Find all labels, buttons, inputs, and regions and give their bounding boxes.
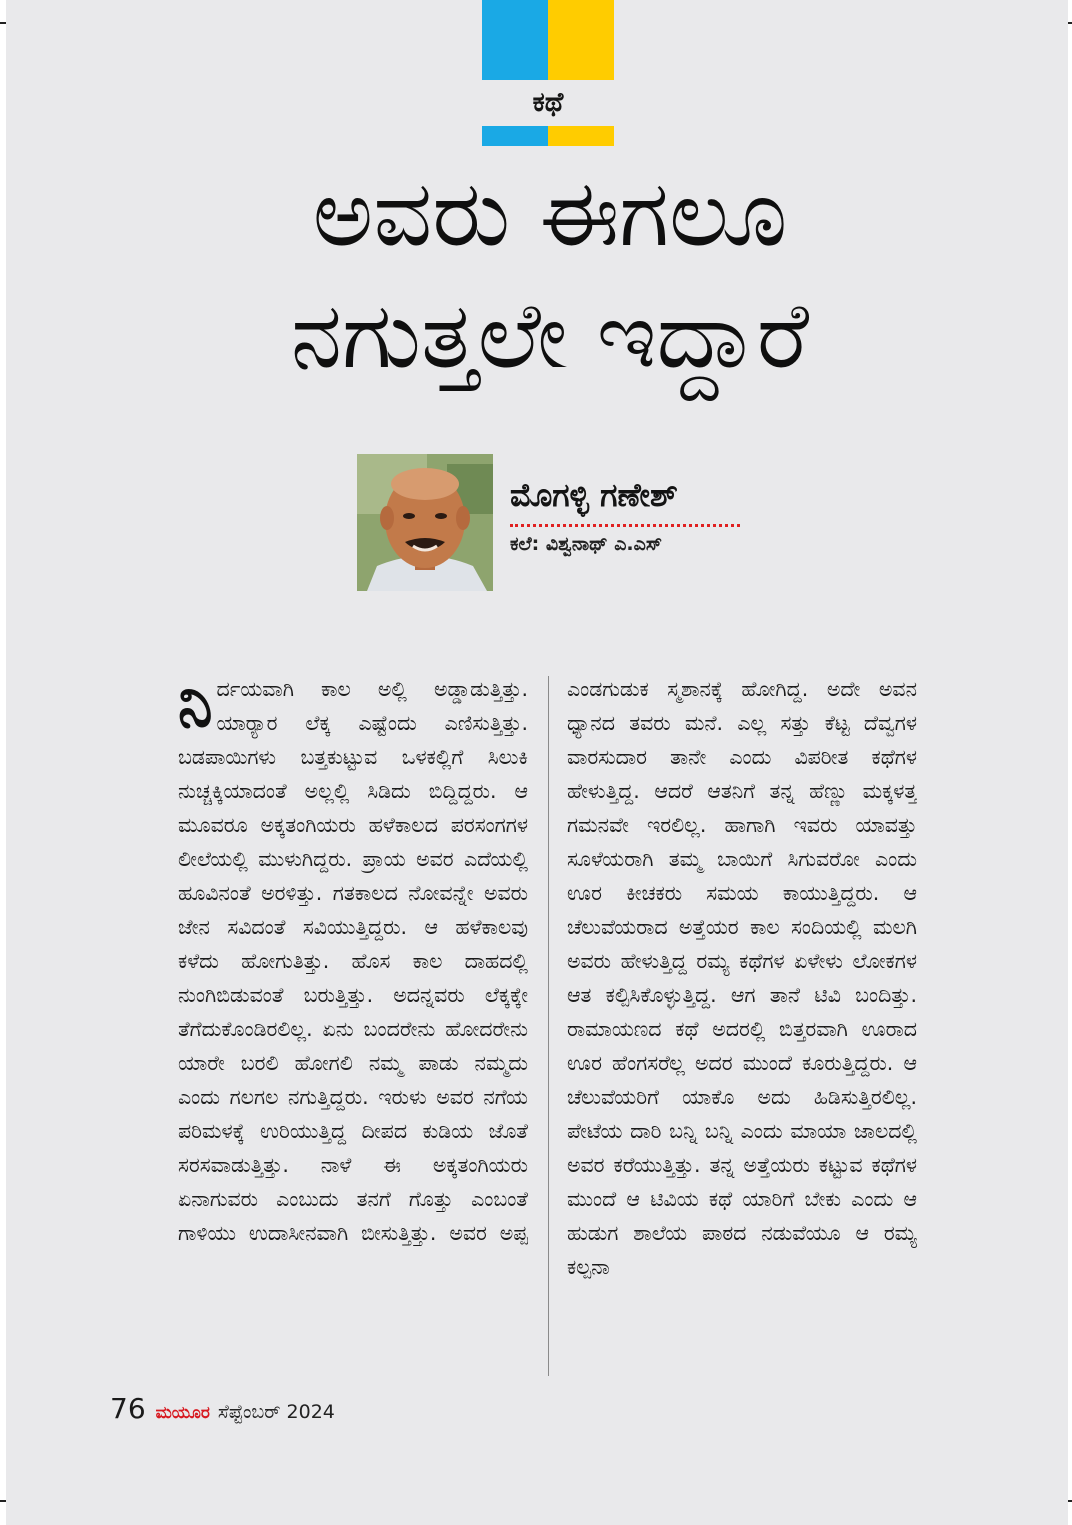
drop-cap: ನಿ xyxy=(178,672,213,741)
issue-date: ಸೆಪ್ಟೆಂಬರ್ 2024 xyxy=(217,1401,335,1423)
author-photo-illustration xyxy=(357,454,493,591)
section-label: ಕಥೆ xyxy=(532,87,564,118)
author-photo xyxy=(357,454,493,591)
page-number: 76 xyxy=(110,1392,146,1425)
illustration-credit: ಕಲೆ: ವಿಶ್ವನಾಥ್ ಎ.ಎಸ್ xyxy=(510,533,663,555)
headline-line-2: ನಗುತ್ತಲೇ ಇದ್ದಾರೆ xyxy=(290,282,810,389)
byline-dotted-rule xyxy=(510,524,740,527)
page-footer xyxy=(110,1392,510,1432)
column-divider xyxy=(548,676,549,1376)
article-text-column-1: ರ್ದಯವಾಗಿ ಕಾಲ ಅಲ್ಲಿ ಅಡ್ಡಾಡುತ್ತಿತ್ತು. ಯಾರ್‍ಯಾರ ಲೆಕ್ಕ ಎಷ್ಟೆಂದು ಎಣಿಸುತ್ತಿತ್ತು. ಬಡಪಾಯಿಗಳು ಬತ್ತಕುಟ್ಟುವ ಒಳಕಲ್ಲಿಗೆ ಸಿಲುಕಿ ನುಚ್ಚಕ್ಕಿಯಾದಂತೆ ಅಲ್ಲಲ್ಲಿ ಸಿಡಿದು ಬಿದ್ದಿದ್ದರು. ಆ ಮೂವರೂ ಅಕ್ಕತಂಗಿಯರು ಹಳೆಕಾಲದ ಪರಸಂಗಗಳ ಲೀಲೆಯಲ್ಲಿ ಮುಳುಗಿದ್ದರು. ಪ್ರಾಯ ಅವರ ಎದೆಯಲ್ಲಿ ಹೂವಿನಂತೆ ಅರಳಿತ್ತು. ಗತಕಾಲದ ನೋವನ್ನೇ ಅವರು ಜೇನ ಸವಿದಂತೆ ಸವಿಯುತ್ತಿದ್ದರು. ಆ ಹಳೆಕಾಲವು ಕಳೆದು ಹೋಗುತಿತ್ತು. ಹೊಸ ಕಾಲ ದಾಹದಲ್ಲಿ ನುಂಗಿಬಿಡುವಂತೆ ಬರುತ್ತಿತ್ತು. ಅದನ್ನವರು ಲೆಕ್ಕಕ್ಕೇ ತೆಗೆದುಕೊಂಡಿರಲಿಲ್ಲ. ಏನು ಬಂದರೇನು ಹೋದರೇನು ಯಾರೇ ಬರಲಿ ಹೋಗಲಿ ನಮ್ಮ ಪಾಡು ನಮ್ಮದು ಎಂದು ಗಲಗಲ ನಗುತ್ತಿದ್ದರು. ಇರುಳು ಅವರ ನಗೆಯ ಪರಿಮಳಕ್ಕೆ ಉರಿಯುತ್ತಿದ್ದ ದೀಪದ ಕುಡಿಯ ಜೊತೆ ಸರಸವಾಡುತ್ತಿತ್ತು. ನಾಳೆ ಈ ಅಕ್ಕತಂಗಿಯರು ಏನಾಗುವರು ಎಂಬುದು ತನಗೆ ಗೊತ್ತು ಎಂಬಂತೆ ಗಾಳಿಯು ಉದಾಸೀನವಾಗಿ ಬೀಸುತ್ತಿತ್ತು. ಅವರ ಅಪ್ಪ xyxy=(178,677,528,1245)
author-name: ಮೊಗಳ್ಳಿ ಗಣೇಶ್ xyxy=(510,476,678,514)
section-block-yellow-top xyxy=(548,0,614,80)
section-block-blue-top xyxy=(482,0,548,80)
section-block-yellow-bottom xyxy=(548,126,614,146)
magazine-logo: ಮಯೂರ xyxy=(155,1403,210,1423)
headline-line-1: ಅವರು ಈಗಲೂ xyxy=(312,160,788,267)
section-block-blue-bottom xyxy=(482,126,548,146)
article-column-2 xyxy=(567,672,917,1392)
article-text-column-2: ಎಂಡಗುಡುಕ ಸ್ಮಶಾನಕ್ಕೆ ಹೋಗಿದ್ದ. ಅದೇ ಅವನ ಧ್ಯಾನದ ತವರು ಮನೆ. ಎಲ್ಲ ಸತ್ತು ಕೆಟ್ಟ ದೆವ್ವಗಳ ವಾರಸುದಾರ ತಾನೇ ಎಂದು ವಿಪರೀತ ಕಥೆಗಳ ಹೇಳುತ್ತಿದ್ದ. ಆದರೆ ಆತನಿಗೆ ತನ್ನ ಹೆಣ್ಣು ಮಕ್ಕಳತ್ತ ಗಮನವೇ ಇರಲಿಲ್ಲ. ಹಾಗಾಗಿ ಇವರು ಯಾವತ್ತು ಸೂಳೆಯರಾಗಿ ತಮ್ಮ ಬಾಯಿಗೆ ಸಿಗುವರೋ ಎಂದು ಊರ ಕೀಚಕರು ಸಮಯ ಕಾಯುತ್ತಿದ್ದರು. ಆ ಚೆಲುವೆಯರಾದ ಅತ್ತೆಯರ ಕಾಲ ಸಂದಿಯಲ್ಲಿ ಮಲಗಿ ಅವರು ಹೇಳುತ್ತಿದ್ದ ರಮ್ಯ ಕಥೆಗಳ ಏಳೇಳು ಲೋಕಗಳ ಆತ ಕಲ್ಪಿಸಿಕೊಳ್ಳುತ್ತಿದ್ದ. ಆಗ ತಾನೆ ಟಿವಿ ಬಂದಿತ್ತು. ರಾಮಾಯಣದ ಕಥೆ ಅದರಲ್ಲಿ ಬಿತ್ತರವಾಗಿ ಊರಾದ ಊರ ಹೆಂಗಸರೆಲ್ಲ ಅದರ ಮುಂದೆ ಕೂರುತ್ತಿದ್ದರು. ಆ ಚೆಲುವೆಯರಿಗೆ ಯಾಕೊ ಅದು ಹಿಡಿಸುತ್ತಿರಲಿಲ್ಲ. ಪೇಟೆಯ ದಾರಿ ಬನ್ನಿ ಬನ್ನಿ ಎಂದು ಮಾಯಾ ಜಾಲದಲ್ಲಿ ಅವರ ಕರೆಯುತ್ತಿತ್ತು. ತನ್ನ ಅತ್ತೆಯರು ಕಟ್ಟುವ ಕಥೆಗಳ ಮುಂದೆ ಆ ಟಿವಿಯ ಕಥೆ ಯಾರಿಗೆ ಬೇಕು ಎಂದು ಆ ಹುಡುಗ ಶಾಲೆಯ ಪಾಠದ ನಡುವೆಯೂ ಆ ರಮ್ಯ ಕಲ್ಪನಾ xyxy=(567,677,917,1279)
article-column-1 xyxy=(178,672,528,1392)
